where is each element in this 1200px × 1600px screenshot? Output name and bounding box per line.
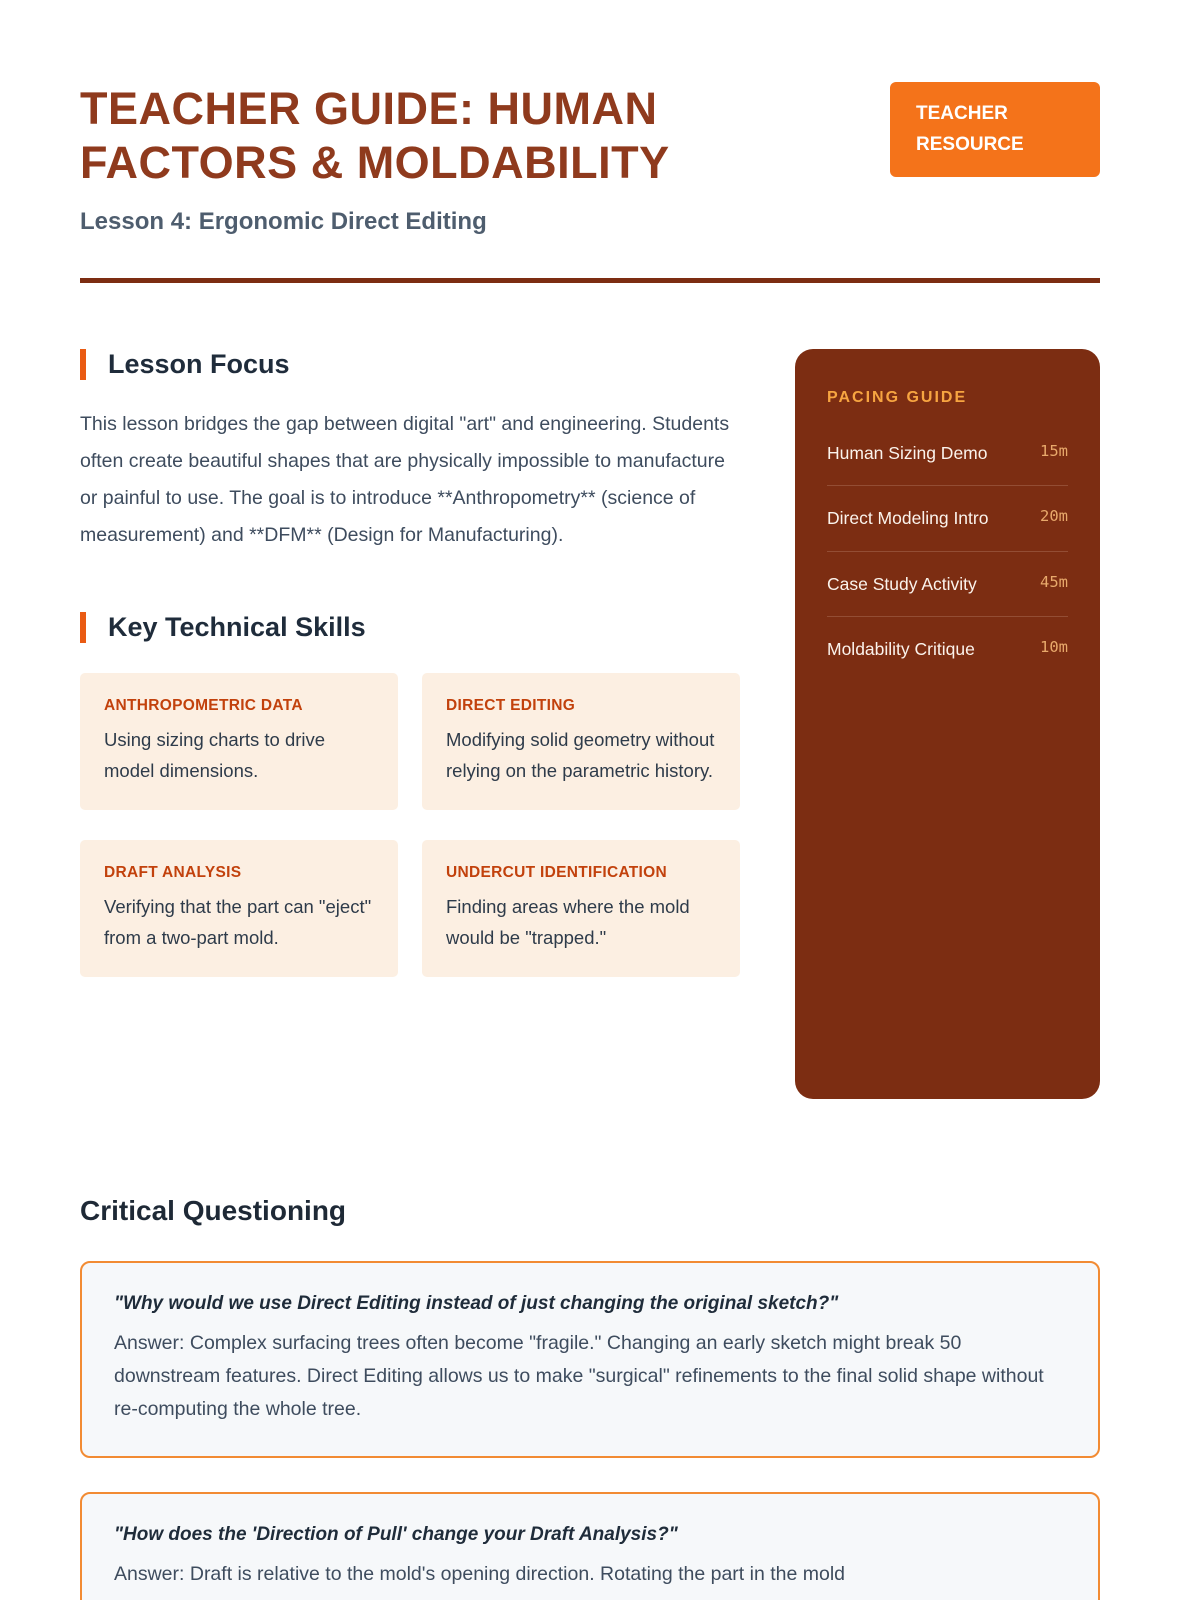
skill-card-body: Verifying that the part can "eject" from a two-part mold. bbox=[104, 896, 372, 948]
header bbox=[80, 82, 1100, 236]
pacing-item-label: Case Study Activity bbox=[827, 573, 977, 594]
question-card-direct-editing bbox=[80, 1261, 1100, 1458]
pacing-item-moldability-critique bbox=[827, 617, 1068, 681]
key-skills-section bbox=[80, 612, 740, 977]
header-text bbox=[80, 82, 670, 236]
skill-card-body: Modifying solid geometry without relying on the parametric history. bbox=[446, 729, 715, 781]
left-column bbox=[80, 349, 740, 1099]
pacing-item-human-sizing-demo bbox=[827, 421, 1068, 486]
pacing-item-label: Human Sizing Demo bbox=[827, 443, 988, 463]
pacing-item-direct-modeling-intro bbox=[827, 486, 1068, 551]
skill-card-title: DIRECT EDITING bbox=[446, 697, 576, 715]
key-skills-heading: Key Technical Skills bbox=[80, 612, 740, 643]
answer-text: Answer: Draft is relative to the mold's opening direction. Rotating the part in the mold bbox=[114, 1563, 846, 1586]
lesson-focus-heading: Lesson Focus bbox=[80, 349, 740, 380]
question-text: "Why would we use Direct Editing instead of just changing the original sketch?" bbox=[114, 1293, 839, 1314]
pacing-item-time: 20m bbox=[1040, 507, 1068, 526]
pacing-guide-panel bbox=[795, 349, 1100, 1099]
skill-card-body: Using sizing charts to drive model dimensions. bbox=[104, 729, 326, 781]
skill-card-title: ANTHROPOMETRIC DATA bbox=[104, 697, 303, 715]
main-content bbox=[80, 349, 1100, 1099]
pacing-guide-heading: PACING GUIDE bbox=[827, 389, 968, 406]
question-text: "How does the 'Direction of Pull' change your Draft Analysis?" bbox=[114, 1524, 678, 1546]
answer-text: Answer: Complex surfacing trees often become "fragile." Changing an early sketch might break 50 downstream features. Direct Editing allows us to make "surgical" refinements to the final solid shape without re-computing the whole tree. bbox=[114, 1332, 1044, 1421]
pacing-list bbox=[827, 421, 1068, 681]
skill-card-draft-analysis bbox=[80, 840, 398, 977]
question-card-direction-of-pull bbox=[80, 1492, 1100, 1600]
pacing-item-time: 15m bbox=[1040, 442, 1068, 460]
skill-card-anthropometric-data bbox=[80, 673, 398, 810]
page-title-line1: TEACHER GUIDE: HUMAN bbox=[80, 83, 658, 134]
pacing-item-label: Direct Modeling Intro bbox=[827, 508, 989, 529]
lesson-focus-body: This lesson bridges the gap between digital "art" and engineering. Students often create beautiful shapes that are physically impossible to manufacture or painful to use. The goal is to introduce **Anthropometry** (science of measurement) and **DFM** (Design for Manufacturing). bbox=[80, 413, 730, 547]
critical-questioning-section bbox=[80, 1195, 1100, 1600]
pacing-item-time: 45m bbox=[1040, 572, 1068, 591]
lesson-focus-section bbox=[80, 349, 740, 554]
lesson-subtitle: Lesson 4: Ergonomic Direct Editing bbox=[80, 208, 487, 235]
pacing-item-label: Moldability Critique bbox=[827, 638, 975, 659]
skill-card-undercut-identification bbox=[422, 840, 740, 977]
teacher-resource-badge: TEACHER RESOURCE bbox=[890, 82, 1100, 177]
page-title-line2: FACTORS & MOLDABILITY bbox=[80, 137, 670, 188]
page-title bbox=[80, 82, 670, 190]
skill-card-title: DRAFT ANALYSIS bbox=[104, 864, 242, 882]
skill-card-body: Finding areas where the mold would be "trapped." bbox=[446, 896, 690, 948]
skill-card-direct-editing bbox=[422, 673, 740, 810]
pacing-item-case-study-activity bbox=[827, 552, 1068, 617]
skills-grid bbox=[80, 673, 740, 977]
skill-card-title: UNDERCUT IDENTIFICATION bbox=[446, 864, 668, 882]
critical-questioning-heading: Critical Questioning bbox=[80, 1195, 347, 1226]
pacing-item-time: 10m bbox=[1040, 637, 1068, 656]
header-divider bbox=[80, 278, 1100, 283]
